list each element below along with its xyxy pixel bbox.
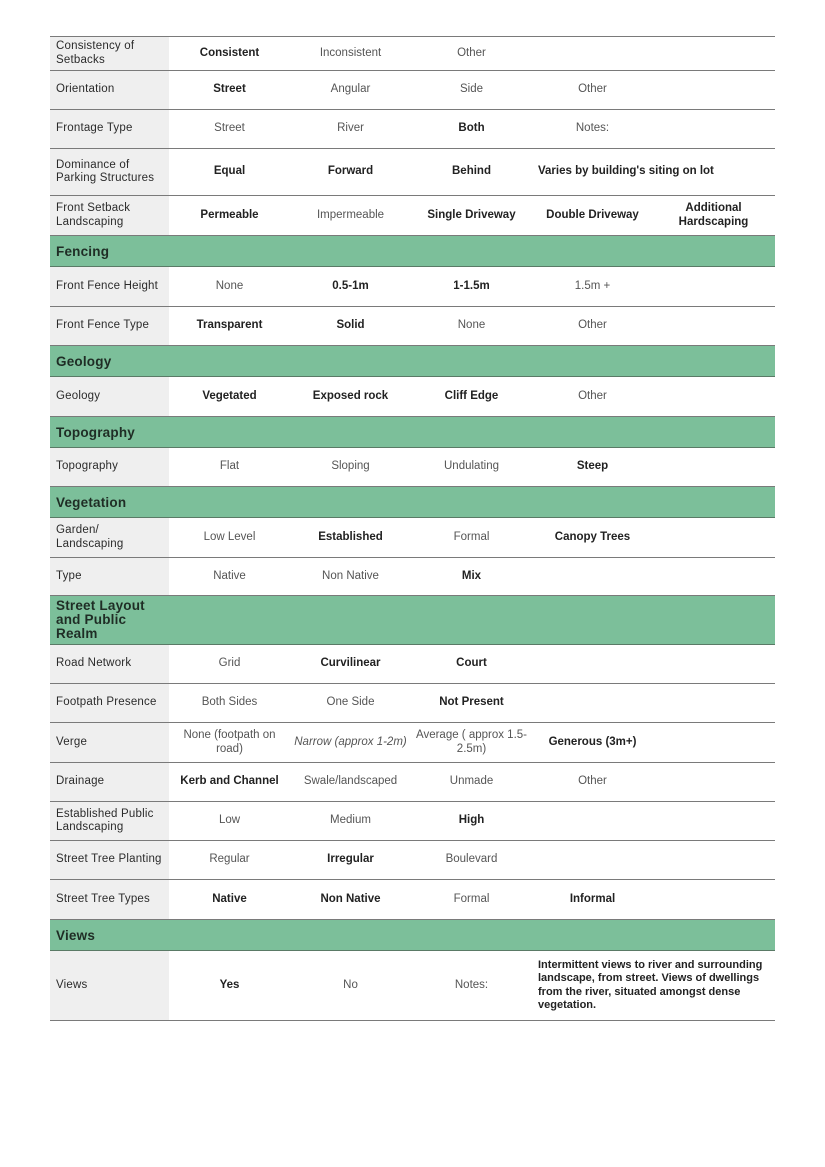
row-label: Topography: [50, 448, 169, 486]
option-cell: Generous (3m+): [548, 735, 637, 748]
table-row: [50, 36, 775, 71]
option-cell: Established: [318, 530, 383, 543]
row-label: Frontage Type: [50, 110, 169, 148]
row-label: Dominance of Parking Structures: [50, 149, 169, 195]
option-cell: Other: [578, 319, 607, 332]
option-cell: Average ( approx 1.5-2.5m): [415, 729, 528, 755]
option-cell: Both: [458, 122, 485, 135]
row-label: Street Tree Planting: [50, 841, 169, 879]
table-row: [50, 802, 775, 841]
option-cell: Low: [218, 814, 241, 827]
option-cell: Other: [578, 775, 607, 788]
option-cell: Mix: [461, 569, 482, 582]
option-cell: 0.5-1m: [332, 279, 369, 292]
option-cell: Additional Hardscaping: [678, 202, 749, 228]
option-cell: Informal: [569, 892, 616, 905]
option-cell: None (footpath on road): [183, 729, 276, 755]
option-cell: Non Native: [320, 892, 381, 905]
row-label: Views: [50, 951, 169, 1020]
option-cell: High: [458, 814, 485, 827]
notes-cell: Intermittent views to river and surrounding landscape, from street. Views of dwellings from the river, situated amongst dense vegetation.: [538, 958, 763, 1011]
option-cell: Inconsistent: [319, 46, 382, 59]
row-label: Front Setback Landscaping: [50, 196, 169, 235]
option-cell: River: [337, 122, 364, 135]
option-cell: Permeable: [200, 208, 259, 221]
table-row: [50, 149, 775, 196]
option-cell: Vegetated: [202, 389, 257, 402]
option-cell: Medium: [330, 814, 371, 827]
option-cell: Angular: [330, 83, 371, 96]
option-cell: Street: [213, 83, 246, 96]
option-cell: Equal: [213, 165, 246, 178]
option-cell: Yes: [219, 978, 240, 991]
option-cell: Grid: [218, 657, 241, 670]
table-row: [50, 684, 775, 723]
option-cell: Formal: [453, 892, 490, 905]
row-label: Type: [50, 558, 169, 595]
option-cell: Court: [456, 657, 487, 670]
row-label: Front Fence Height: [50, 267, 169, 306]
row-label: Road Network: [50, 645, 169, 683]
table-row: [50, 448, 775, 487]
table-row: [50, 196, 775, 236]
option-cell: Undulating: [444, 460, 499, 473]
option-cell: Street: [214, 122, 245, 135]
option-cell: Notes:: [575, 122, 610, 135]
table-row: [50, 267, 775, 307]
option-cell: Steep: [576, 460, 609, 473]
option-cell: Transparent: [196, 319, 263, 332]
option-cell: Other: [457, 46, 486, 59]
table-row: [50, 951, 775, 1021]
option-cell: None: [457, 319, 486, 332]
option-cell: Other: [578, 83, 607, 96]
table-row: [50, 763, 775, 802]
option-cell: Exposed rock: [312, 389, 389, 402]
option-cell: Cliff Edge: [444, 389, 499, 402]
section-header-street-layout: [50, 596, 775, 645]
row-label: Consistency of Setbacks: [50, 37, 169, 70]
row-label: Street Tree Types: [50, 880, 169, 919]
row-label: Geology: [50, 377, 169, 416]
option-cell: One Side: [326, 696, 375, 709]
row-label: Established Public Landscaping: [50, 802, 169, 840]
option-cell: None: [215, 279, 244, 292]
option-cell: Kerb and Channel: [180, 775, 279, 788]
option-cell: Side: [459, 83, 484, 96]
option-cell: Boulevard: [445, 853, 498, 866]
table-row: [50, 841, 775, 880]
table-row: [50, 558, 775, 596]
table-row: [50, 307, 775, 346]
option-cell: Double Driveway: [546, 208, 639, 221]
table-row: [50, 110, 775, 149]
option-cell: Notes:: [454, 978, 489, 991]
option-cell: Curvilinear: [320, 657, 381, 670]
section-header-views: Views: [50, 920, 775, 951]
option-cell: Not Present: [439, 696, 504, 709]
option-cell: 1.5m +: [574, 279, 611, 292]
row-label: Drainage: [50, 763, 169, 801]
option-cell: Single Driveway: [427, 208, 516, 221]
option-cell: Both Sides: [201, 696, 258, 709]
section-header-geology: Geology: [50, 346, 775, 377]
row-label: Orientation: [50, 71, 169, 109]
option-cell: Flat: [219, 460, 240, 473]
option-cell: Formal: [453, 530, 490, 543]
option-cell: Irregular: [327, 853, 374, 866]
option-cell: Impermeable: [316, 208, 385, 221]
table-row: [50, 723, 775, 763]
option-cell: Regular: [209, 853, 250, 866]
row-label: Garden/ Landscaping: [50, 518, 169, 557]
option-cell: Swale/landscaped: [303, 775, 398, 788]
option-cell: Canopy Trees: [554, 530, 631, 543]
table-row: [50, 518, 775, 558]
option-cell: Solid: [336, 319, 365, 332]
table-row: [50, 71, 775, 110]
option-cell: Behind: [452, 165, 491, 178]
row-label: Verge: [50, 723, 169, 762]
option-cell: Narrow (approx 1-2m): [294, 735, 407, 748]
option-cell: Forward: [327, 165, 374, 178]
section-title: Street Layout and Public Realm: [56, 598, 145, 641]
option-cell: Varies by building's siting on lot: [538, 165, 714, 178]
assessment-table: [50, 36, 775, 1021]
option-cell: Low Level: [203, 530, 256, 543]
section-header-topography: Topography: [50, 417, 775, 448]
option-cell: Other: [578, 389, 607, 402]
option-cell: No: [343, 978, 358, 991]
table-row: [50, 880, 775, 920]
table-row: [50, 377, 775, 417]
table-row: [50, 645, 775, 684]
option-cell: Sloping: [331, 460, 370, 473]
option-cell: Unmade: [449, 775, 494, 788]
section-header-vegetation: Vegetation: [50, 487, 775, 518]
row-label: Footpath Presence: [50, 684, 169, 722]
row-label: Front Fence Type: [50, 307, 169, 345]
option-cell: Non Native: [322, 569, 379, 582]
option-cell: Native: [213, 569, 246, 582]
option-cell: Consistent: [199, 46, 260, 59]
section-header-fencing: Fencing: [50, 236, 775, 267]
option-cell: Native: [212, 892, 247, 905]
option-cell: 1-1.5m: [453, 279, 490, 292]
